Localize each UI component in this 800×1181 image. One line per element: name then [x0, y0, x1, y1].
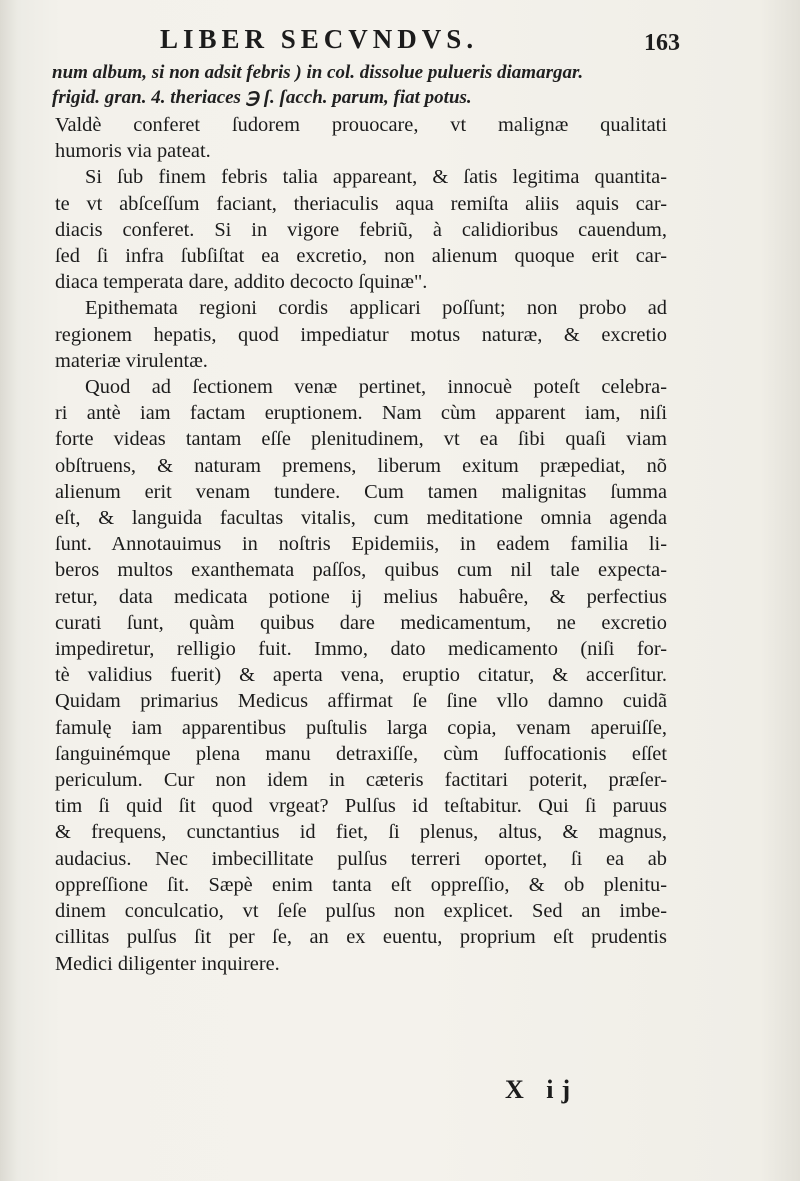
text-line: periculum. Cur non idem in cæteris factitari poterit, præſer- — [55, 769, 667, 792]
text-line: tè validius fuerit) & aperta vena, eruptio citatur, & accerſitur. — [55, 664, 667, 687]
text-line: audacius. Nec imbecillitate pulſus terreri oportet, ſi ea ab — [55, 847, 667, 870]
text-line: regionem hepatis, quod impediatur motus naturæ, & excretio — [55, 323, 667, 346]
text-line: forte videas tantam eſſe plenitudinem, vt ea ſibi quaſi viam — [55, 428, 667, 451]
running-head: LIBER SECVNDVS. — [160, 24, 479, 54]
text-line: & frequens, cunctantius id fiet, ſi plenus, altus, & magnus, — [55, 821, 667, 844]
text-line: cillitas pulſus ſit per ſe, an ex euentu, proprium eſt prudentis — [55, 926, 667, 949]
text-line: ri antè iam factam eruptionem. Nam cùm apparent iam, niſi — [55, 402, 667, 425]
text-line: diacis conferet. Si in vigore febriũ, à calidioribus cauendum, — [55, 218, 667, 241]
paragraph — [55, 112, 667, 164]
text-line: beros multos exanthemata paſſos, quibus cum nil tale expecta- — [55, 559, 667, 582]
text-line: ſanguinémque plena manu detraxiſſe, cùm ſuffocationis eſſet — [55, 742, 667, 765]
page-header — [150, 20, 680, 56]
text-line: impediretur, relligio fuit. Immo, dato medicamento (niſi for- — [55, 638, 667, 661]
text-line: dinem conculcatio, vt ſeſe pulſus non explicet. Sed an imbe- — [55, 900, 667, 923]
text-line: eſt, & languida facultas vitalis, cum meditatione omnia agenda — [55, 507, 667, 530]
text-line: oppreſſione ſit. Sæpè enim tanta eſt oppreſſio, & ob plenitu- — [55, 873, 667, 896]
text-line: retur, data medicata potione ij melius habuêre, & perfectius — [55, 585, 667, 608]
text-line: curati ſunt, quàm quibus dare medicamentum, ne excretio — [55, 611, 667, 634]
text-line: Medici diligenter inquirere. — [55, 952, 280, 975]
page-number: 163 — [644, 30, 680, 56]
text-line: Valdè conferet ſudorem prouocare, vt malignæ qualitati — [55, 114, 667, 136]
text-line: tim ſi quid ſit quod vrgeat? Pulſus id teſtabitur. Qui ſi paruus — [55, 795, 667, 818]
text-line: Quod ad ſectionem venæ pertinet, innocuè poteſt celebra- — [85, 376, 667, 399]
recipe-block — [52, 60, 672, 110]
body-text — [55, 112, 667, 977]
text-line: Si ſub finem febris talia appareant, & ſatis legitima quantita- — [85, 166, 667, 189]
text-line: obſtruens, & naturam premens, liberum exitum præpediat, nõ — [55, 454, 667, 477]
paragraph — [55, 295, 667, 374]
text-line: ſunt. Annotauimus in noſtris Epidemiis, in eadem familia li- — [55, 533, 667, 556]
text-line: te vt abſceſſum faciant, theriaculis aqua remiſta aliis aquis car- — [55, 192, 667, 215]
text-line: humoris via pateat. — [55, 140, 211, 163]
paragraph — [55, 374, 667, 977]
text-line: Quidam primarius Medicus affirmat ſe ſine vllo damno cuidã — [55, 690, 667, 713]
text-line: alienum erit venam tundere. Cum tamen malignitas ſumma — [55, 480, 667, 503]
text-line: Epithemata regioni cordis applicari poſſunt; non probo ad — [85, 297, 667, 320]
recipe-line: num album, si non adsit febris ) in col. dissolue pulueris diamargar. — [52, 62, 584, 83]
signature-mark: X ij — [505, 1075, 579, 1104]
text-line: ſed ſi infra ſubſiſtat ea excretio, non alienum quoque erit car- — [55, 245, 667, 268]
text-line: famulę iam apparentibus puſtulis larga copia, venam aperuiſſe, — [55, 716, 667, 739]
paragraph — [55, 164, 667, 295]
text-line: materiæ virulentæ. — [55, 349, 208, 372]
text-line: diaca temperata dare, addito decocto ſquinæ". — [55, 271, 428, 294]
recipe-line: frigid. gran. 4. theriaces ℈ ſ. ſacch. parum, fiat potus. — [52, 87, 472, 108]
